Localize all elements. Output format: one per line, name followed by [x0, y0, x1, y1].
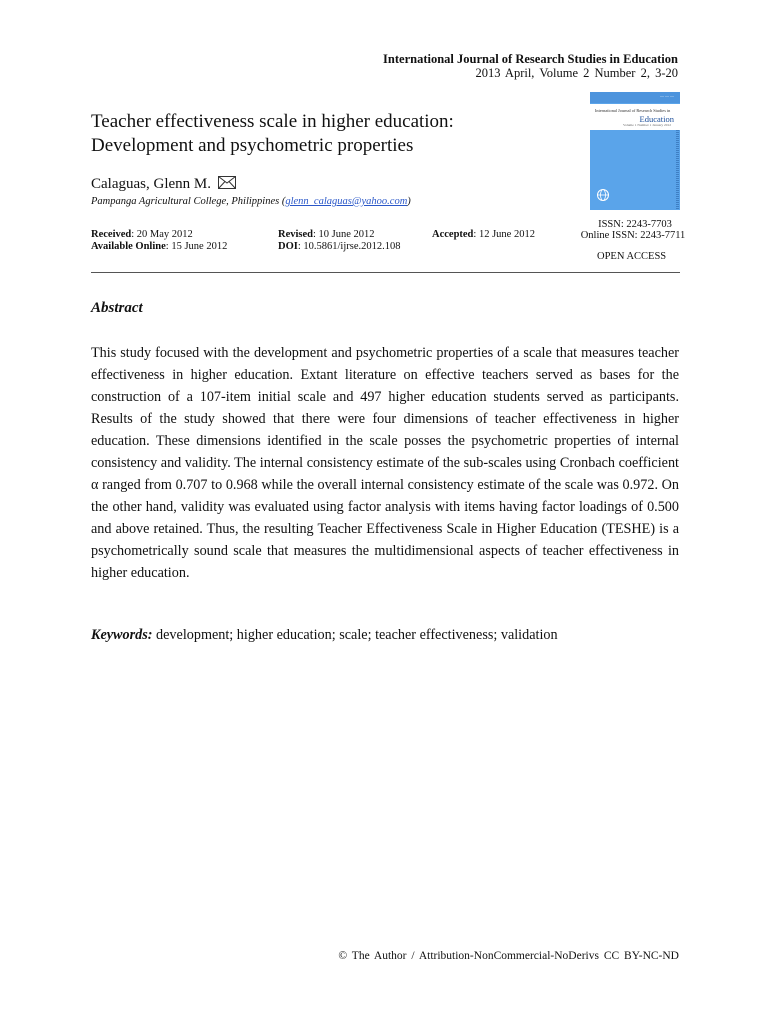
accepted-label: Accepted: [432, 229, 474, 240]
article-title: [91, 110, 561, 158]
accepted-date: [432, 229, 535, 240]
globe-icon: [596, 188, 610, 207]
cover-top-text: — — —: [660, 93, 674, 98]
online-value: : 15 June 2012: [165, 241, 228, 252]
author-affiliation: [91, 196, 411, 207]
revised-date: [278, 229, 375, 240]
journal-cover-thumbnail: [590, 92, 680, 210]
journal-name: International Journal of Research Studies in Education: [383, 52, 678, 66]
received-label: Received: [91, 229, 132, 240]
keywords-label: Keywords:: [91, 627, 153, 643]
email-close-paren: ): [407, 196, 411, 207]
author-name: Calaguas, Glenn M.: [91, 176, 211, 192]
revised-label: Revised: [278, 229, 313, 240]
online-label: Available Online: [91, 241, 166, 252]
license-footer: © The Author / Attribution-NonCommercial-NoDerivs CC BY-NC-ND: [338, 950, 679, 962]
doi-value: : 10.5861/ijrse.2012.108: [297, 241, 401, 252]
abstract-body: This study focused with the development and psychometric properties of a scale that measures teacher effectiveness in higher education. Extant literature on effective teachers served as bases for the construction of a 107-item initial scale and 497 higher education students served as participants. Results of the study showed that there were four dimensions of teacher effectiveness in higher education. These dimensions identified in the scale posses the psychometric properties of internal consistency and validity. The internal consistency estimate of the sub-scales using Cronbach coefficient α ranged from 0.707 to 0.968 while the overall internal consistency estimate of the scale was 0.972. On the other hand, validity was evaluated using factor analysis with items having factor loadings of 0.500 and above retained. Thus, the resulting Teacher Effectiveness Scale in Higher Education (TESHE) is a psychometrically sound scale that measures the multidimensional aspects of teacher effectiveness in higher education.: [91, 345, 679, 581]
keywords-values: development; higher education; scale; teacher effectiveness; validation: [152, 627, 558, 643]
available-online-date: [91, 241, 227, 252]
revised-value: : 10 June 2012: [313, 229, 375, 240]
header-divider: [91, 272, 680, 273]
open-access-label: OPEN ACCESS: [597, 251, 667, 262]
received-value: : 20 May 2012: [131, 229, 193, 240]
email-open-paren: (: [281, 196, 286, 207]
title-line-2: Development and psychometric properties: [91, 135, 414, 156]
abstract-heading: Abstract: [91, 300, 143, 316]
cover-top-band: [590, 92, 680, 103]
title-line-1: Teacher effectiveness scale in higher education:: [91, 111, 454, 132]
author-line: [91, 176, 236, 194]
issn-print: ISSN: 2243-7703: [598, 219, 672, 230]
doi: [278, 241, 401, 252]
author-email-link[interactable]: glenn_calaguas@yahoo.com: [285, 196, 408, 207]
cover-volume: Volume 1 Number 1 January 2012: [623, 123, 672, 127]
accepted-value: : 12 June 2012: [473, 229, 535, 240]
cover-big-title: Education: [639, 114, 674, 124]
journal-issue: 2013 April, Volume 2 Number 2, 3-20: [475, 66, 678, 80]
affiliation-text: Pampanga Agricultural College, Philippines: [91, 196, 280, 207]
envelope-icon[interactable]: [218, 176, 236, 194]
cover-small-title: International Journal of Research Studies in: [595, 108, 671, 113]
doi-label: DOI: [278, 241, 298, 252]
issn-online: Online ISSN: 2243-7711: [580, 230, 686, 241]
cover-edge-strip: [676, 130, 679, 210]
received-date: [91, 229, 193, 240]
keywords-line: [91, 627, 691, 644]
